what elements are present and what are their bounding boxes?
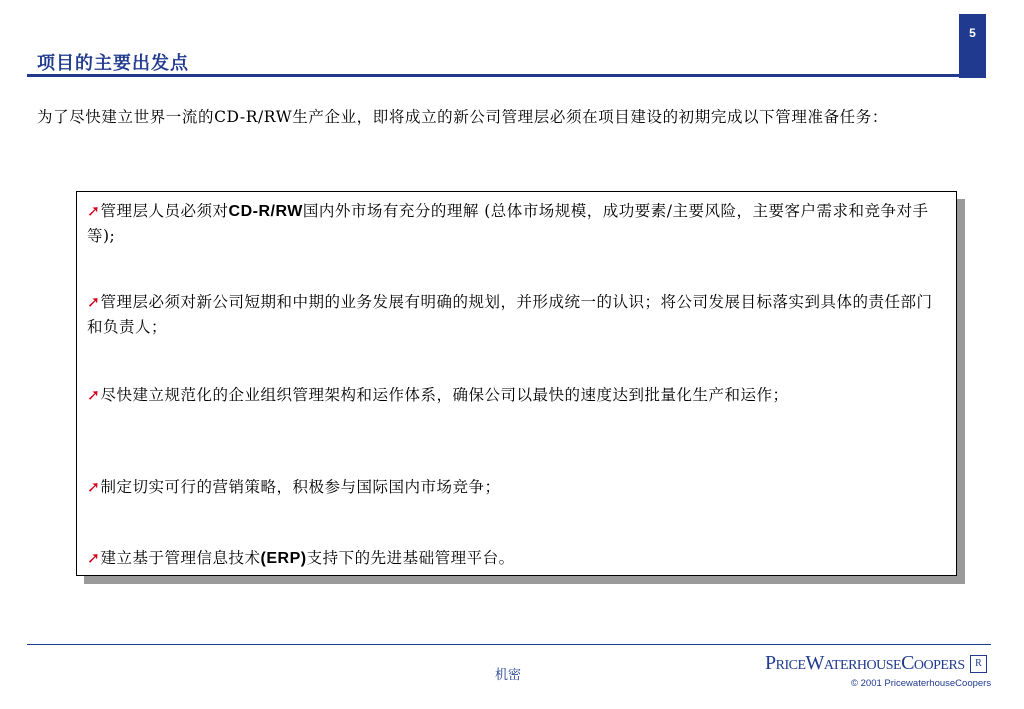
brand-logo: PRICEWATERHOUSECOOPERS (765, 652, 965, 674)
task-item-4: ➚制定切实可行的营销策略，积极参与国际国内市场竞争； (87, 478, 501, 496)
footer-divider (27, 644, 991, 645)
copyright-text: © 2001 PricewaterhouseCoopers (851, 678, 992, 689)
page-title: 项目的主要出发点 (37, 53, 189, 74)
confidential-label: 机密 (495, 668, 522, 683)
task-item-3: ➚尽快建立规范化的企业组织管理架构和运作体系，确保公司以最快的速度达到批量化生产和运作； (87, 386, 789, 404)
page-number-box (959, 14, 986, 78)
task-item-5: ➚建立基于管理信息技术(ERP)支持下的先进基础管理平台。 (87, 549, 515, 567)
arrow-bullet-icon: ➚ (87, 202, 101, 220)
arrow-bullet-icon: ➚ (87, 293, 101, 311)
brand-mark-icon: R (970, 655, 987, 673)
task-item-1: ➚管理层人员必须对CD-R/RW国内外市场有充分的理解 (总体市场规模，成功要素/主要风险，主要客户需求和竞争对手等); (87, 202, 929, 245)
task-item-2: ➚管理层必须对新公司短期和中期的业务发展有明确的规划，并形成统一的认识；将公司发展目标落实到具体的责任部门和负责人； (87, 293, 933, 336)
page-number: 5 (969, 26, 976, 40)
title-divider (27, 74, 973, 77)
arrow-bullet-icon: ➚ (87, 549, 101, 567)
arrow-bullet-icon: ➚ (87, 386, 101, 404)
intro-paragraph: 为了尽快建立世界一流的CD-R/RW生产企业，即将成立的新公司管理层必须在项目建设的初期完成以下管理准备任务： (37, 108, 888, 126)
arrow-bullet-icon: ➚ (87, 478, 101, 496)
task-box (76, 191, 957, 576)
